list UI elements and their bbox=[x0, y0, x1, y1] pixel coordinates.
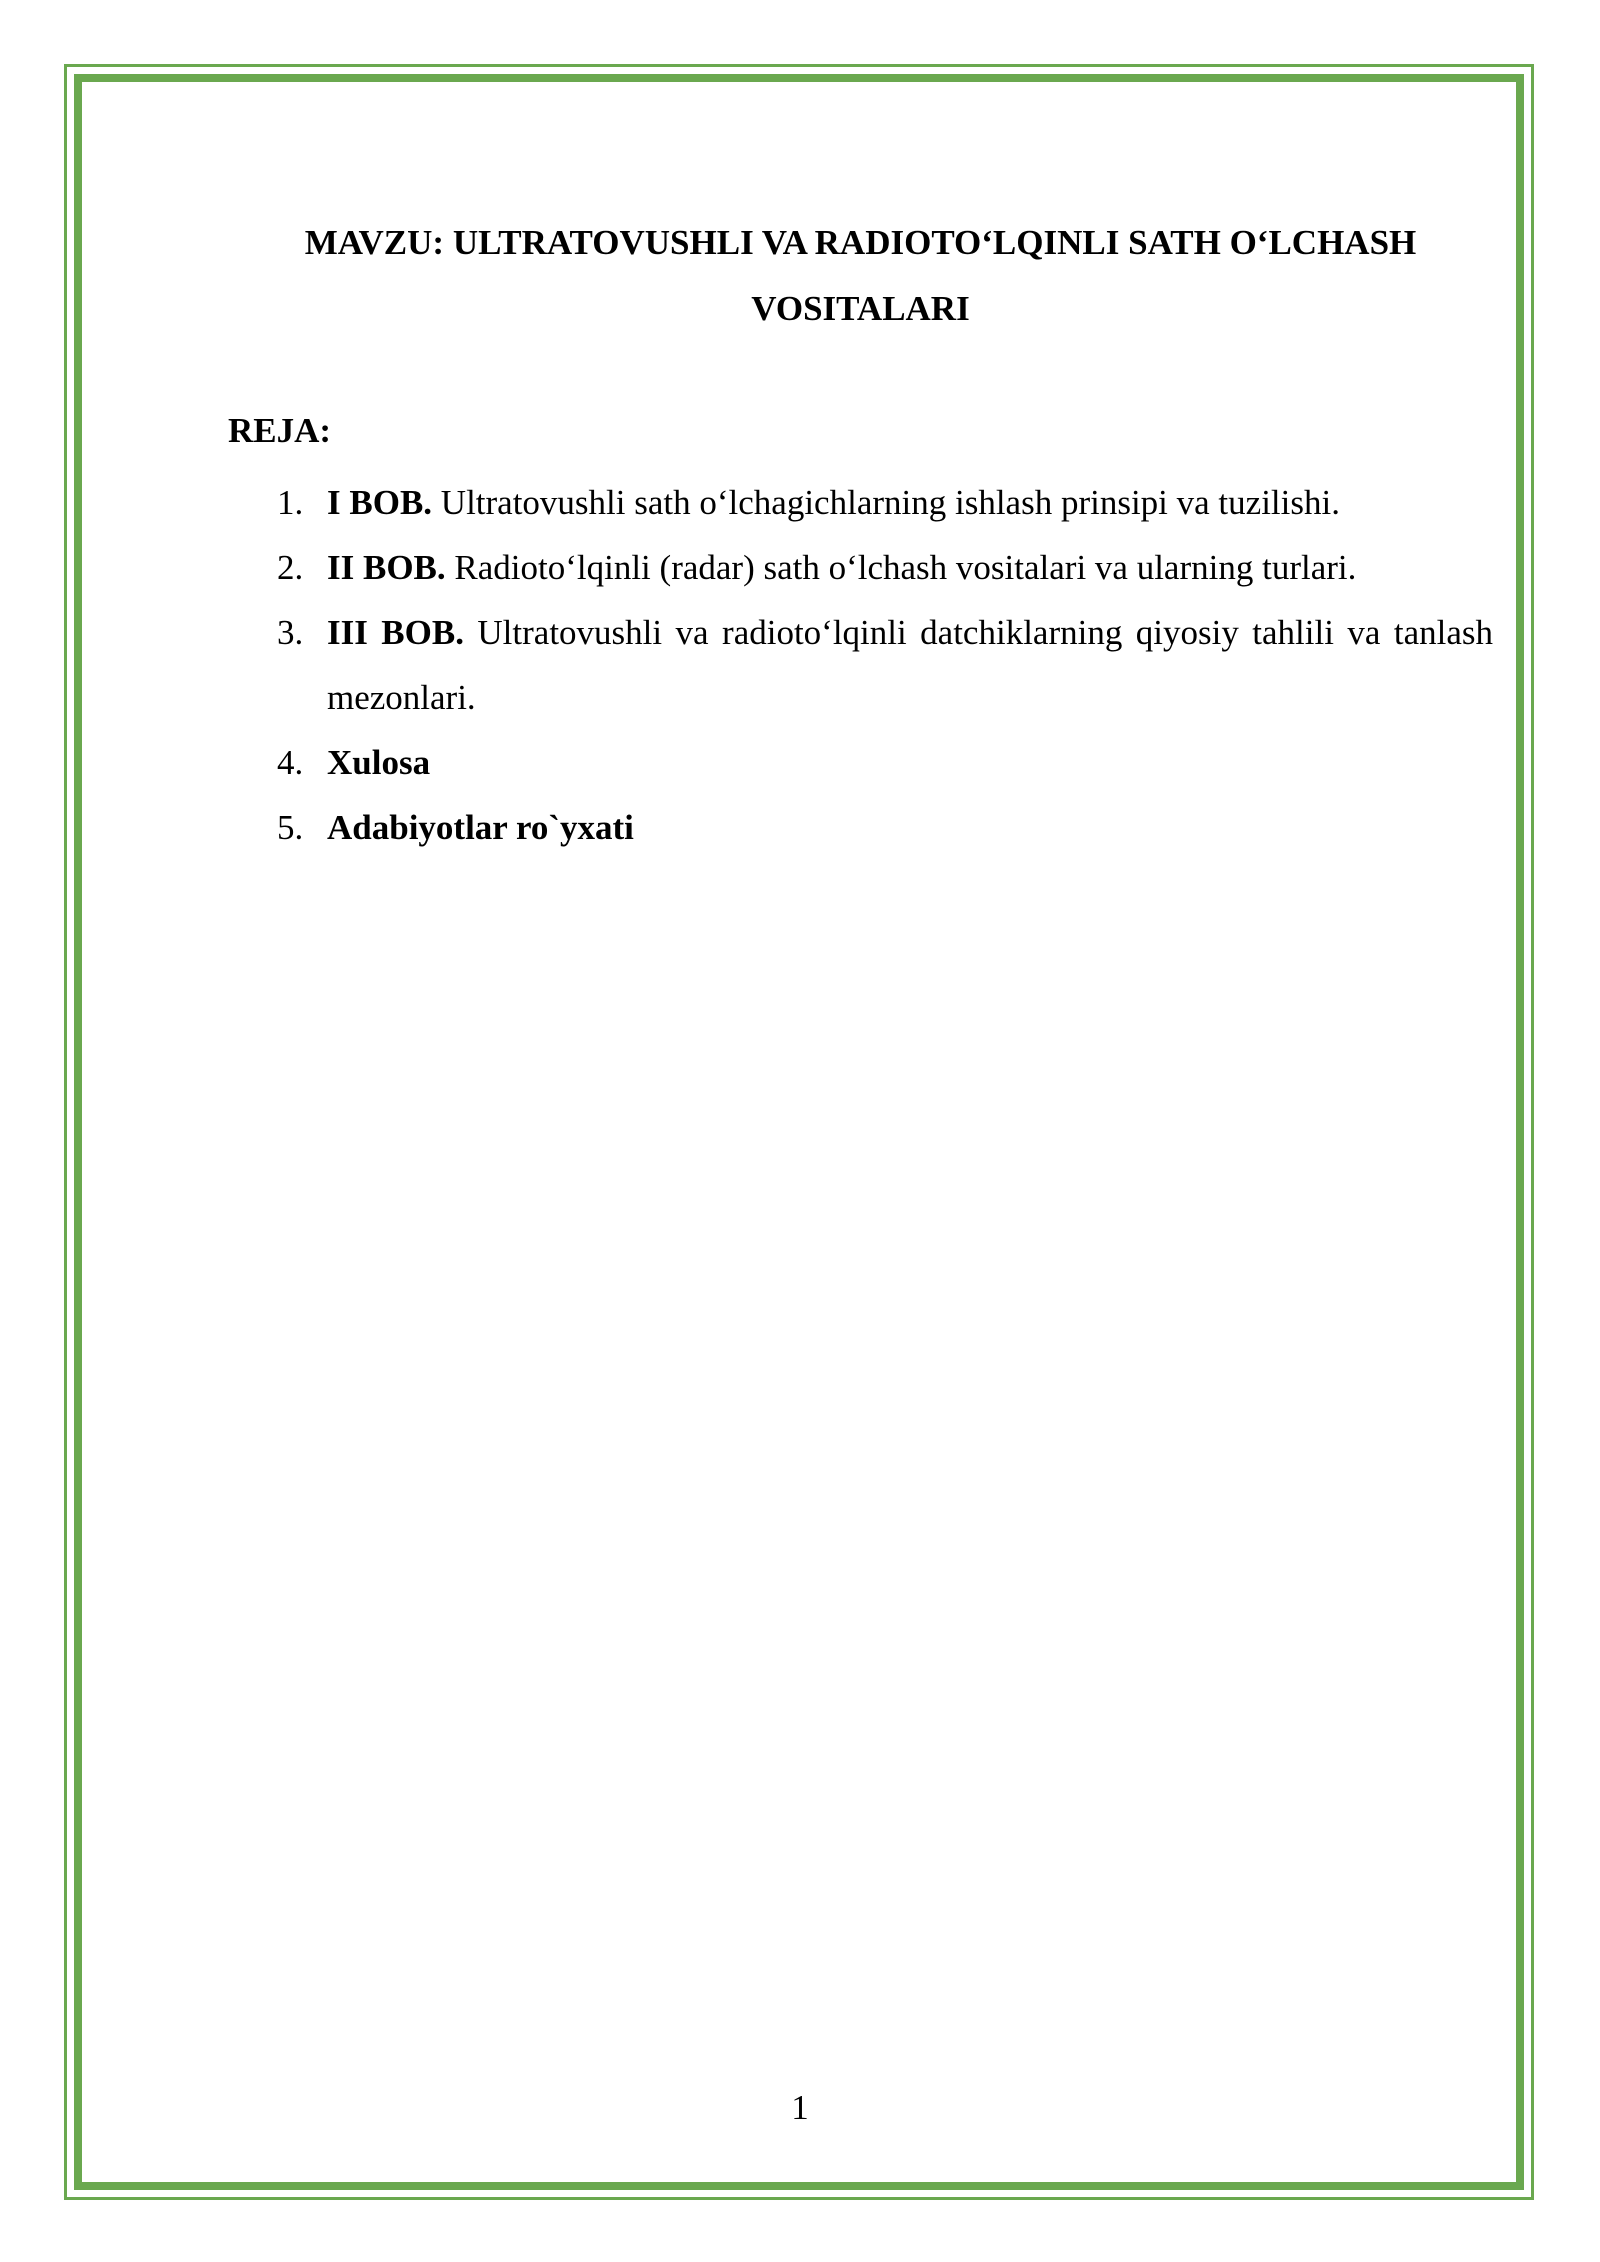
plan-item-4 bbox=[228, 730, 1493, 795]
plan-item-number: 1. bbox=[277, 483, 304, 522]
page-number: 1 bbox=[791, 2088, 809, 2127]
plan-item-2 bbox=[228, 535, 1493, 600]
plan-item-1 bbox=[228, 470, 1493, 535]
plan-item-number: 5. bbox=[277, 808, 304, 847]
plan-item-bold-label: Adabiyotlar ro`yxati bbox=[327, 808, 634, 847]
plan-item-number: 2. bbox=[277, 548, 304, 587]
plan-list bbox=[228, 470, 1493, 860]
plan-item-text: Ultratovushli sath o‘lchagichlarning ishlash prinsipi va tuzilishi. bbox=[432, 483, 1340, 522]
plan-item-bold-label: Xulosa bbox=[327, 743, 431, 782]
page-border-inner bbox=[74, 74, 1524, 2190]
plan-item-3 bbox=[228, 600, 1493, 730]
plan-item-bold-label: I BOB. bbox=[327, 483, 433, 522]
title-line-2: VOSITALARI bbox=[751, 289, 970, 328]
plan-item-bold-label: III BOB. bbox=[327, 613, 464, 652]
plan-item-number: 4. bbox=[277, 743, 304, 782]
plan-item-5 bbox=[228, 795, 1493, 860]
plan-item-text: Radioto‘lqinli (radar) sath o‘lchash vositalari va ularning turlari. bbox=[445, 548, 1357, 587]
document-title bbox=[228, 210, 1493, 342]
plan-item-number: 3. bbox=[277, 613, 304, 652]
title-line-1: MAVZU: ULTRATOVUSHLI VA RADIOTO‘LQINLI SATH O‘LCHASH bbox=[304, 223, 1417, 262]
plan-item-text: Ultratovushli va radioto‘lqinli datchiklarning qiyosiy tahlili va tanlash mezonlari. bbox=[327, 613, 1493, 717]
plan-item-bold-label: II BOB. bbox=[327, 548, 446, 587]
plan-heading: REJA: bbox=[228, 411, 332, 450]
